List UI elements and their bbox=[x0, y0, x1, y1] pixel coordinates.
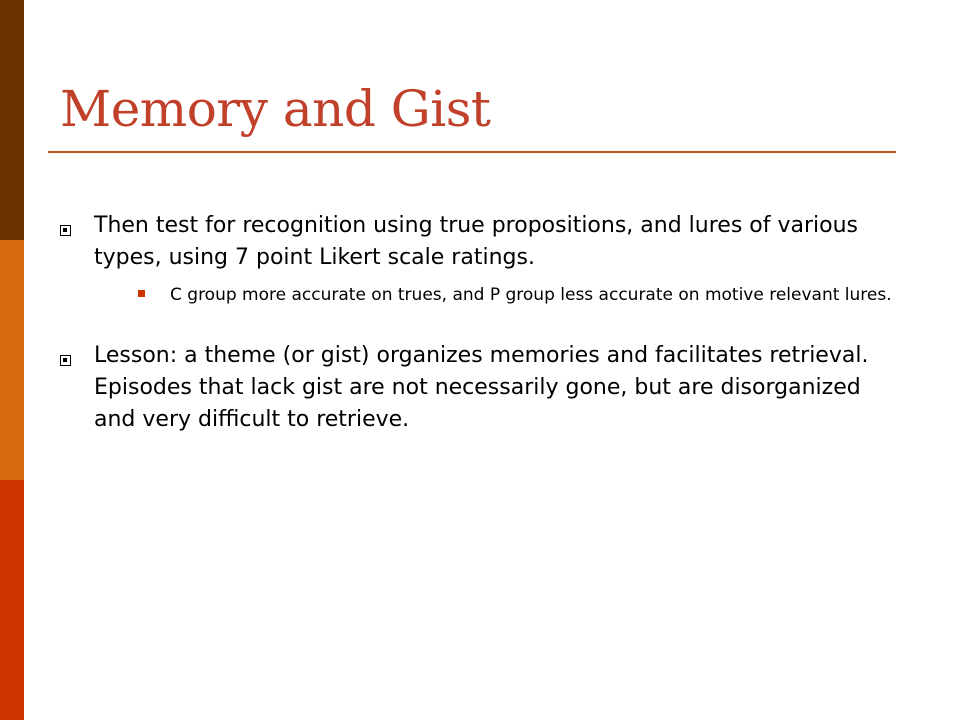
slide-title: Memory and Gist bbox=[60, 80, 491, 138]
side-bar-middle-segment bbox=[0, 240, 24, 480]
square-sub-bullet-icon bbox=[138, 290, 145, 297]
side-bar-bottom-segment bbox=[0, 480, 24, 720]
side-bar-top-segment bbox=[0, 0, 24, 240]
bullet-text-2: Lesson: a theme (or gist) organizes memories and facilitates retrieval. Episodes that lack gist are not necessarily gone, but are disorganized and very difficult to retrieve. bbox=[94, 343, 869, 432]
title-underline bbox=[48, 151, 896, 153]
bullet-item-2 bbox=[60, 340, 900, 436]
slide-content bbox=[60, 210, 900, 436]
square-bullet-icon bbox=[60, 225, 71, 236]
sub-bullet-text-1: C group more accurate on trues, and P group less accurate on motive relevant lures. bbox=[170, 285, 892, 305]
sub-bullet-item-1 bbox=[138, 282, 900, 308]
bullet-text-1: Then test for recognition using true propositions, and lures of various types, using 7 point Likert scale ratings. bbox=[94, 213, 858, 270]
bullet-item-1 bbox=[60, 210, 900, 308]
square-bullet-icon bbox=[60, 355, 71, 366]
